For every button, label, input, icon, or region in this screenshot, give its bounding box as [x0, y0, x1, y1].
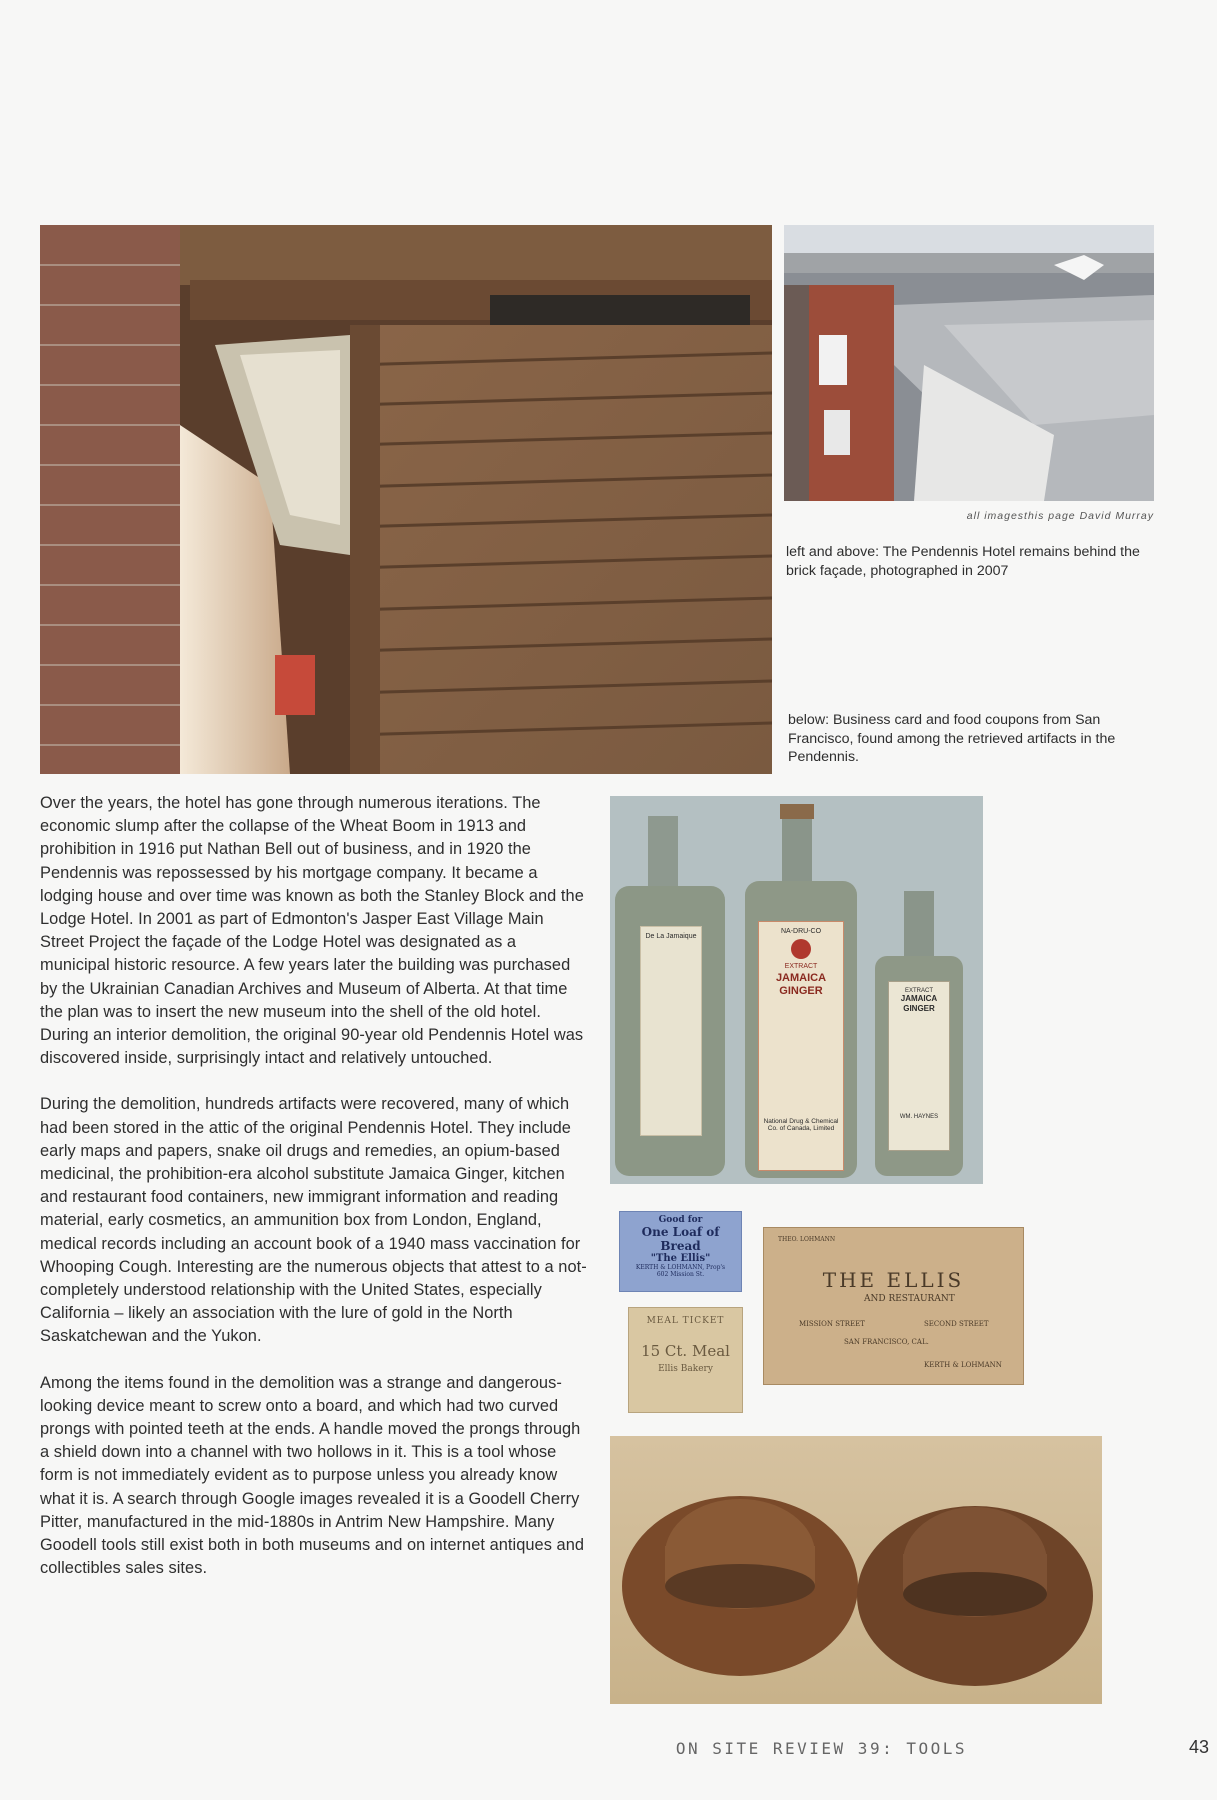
meal-ticket: MEAL TICKET 15 Ct. Meal Ellis Bakery: [628, 1307, 743, 1413]
business-card: THEO. LOHMANN THE ELLIS AND RESTAURANT MISSION STREET SECOND STREET SAN FRANCISCO, CAL. KERTH & LOHMANN: [763, 1227, 1024, 1385]
paragraph-1: Over the years, the hotel has gone through numerous iterations. The economic slump after the collapse of the Wheat Boom in 1913 and prohibition in 1916 put Nathan Bell out of business, and in 1920 the Pendennis was repossessed by his mortgage company. It became a lodging house and over time was known as both the Stanley Block and the Lodge Hotel. In 2001 as part of Edmonton's Jasper East Village Main Street Project the façade of the Lodge Hotel was designated as a municipal historic resource. A few years later the building was purchased by the Ukrainian Canadian Archives and Museum of Alberta. At that time the plan was to insert the new museum into the shell of the old hotel. During an interior demolition, the original 90-year old Pendennis Hotel was discovered inside, surprisingly intact and relatively untouched.: [40, 794, 584, 1068]
artifacts-caption: below: Business card and food coupons from San Francisco, found among the retrieved artifacts in the Pendennis.: [788, 712, 1116, 765]
bottle-2-label: NA-DRU-CO EXTRACT JAMAICA GINGER National Drug & Chemical Co. of Canada, Limited: [758, 921, 844, 1171]
cross-icon: [791, 939, 811, 959]
paragraph-2: During the demolition, hundreds artifacts were recovered, many of which had been stored in the attic of the original Pendennis Hotel. They include early maps and papers, snake oil drugs and remedies, an opium-based medicinal, the prohibition-era alcohol substitute Jamaica Ginger, kitchen and restaurant food containers, new immigrant information and reading material, early cosmetics, an ammunition box from London, England, medical records including an account book of a 1940 mass vaccination for Whooping Cough. Interesting are the numerous objects that attest to a not-completely understood relationship with the United States, especially California – likely an association with the lure of gold in the North Saskatchewan and the Yukon.: [40, 1095, 587, 1346]
page-number: 43: [1188, 1737, 1209, 1757]
bottles-photo: [610, 796, 983, 1184]
magazine-footer: ON SITE REVIEW 39: TOOLS: [675, 1739, 967, 1758]
rooftop-photo: [784, 225, 1154, 501]
hotel-caption: left and above: The Pendennis Hotel remains behind the brick façade, photographed in 2007: [786, 544, 1140, 579]
hotel-interior-photo: [40, 225, 772, 774]
bread-coupon: Good for One Loaf of Bread "The Ellis" KERTH & LOHMANN, Prop's 602 Mission St.: [619, 1211, 742, 1292]
bottle-3-label: EXTRACT JAMAICA GINGER WM. HAYNES: [888, 981, 950, 1151]
paragraph-3: Among the items found in the demolition was a strange and dangerous-looking device meant to screw onto a board, and which had two curved prongs with pointed teeth at the ends. A handle moved the prongs through a shield down into a channel with two hollows in it. This is a tool whose form is not immediately evident as to purpose unless you already know what it is. A search through Google images revealed it is a Goodell Cherry Pitter, manufactured in the mid-1880s in Antrim New Hampshire. Many Goodell tools still exist both in both museums and on internet antiques and collectibles sales sites.: [40, 1373, 585, 1578]
bottle-1-label: De La Jamaique: [640, 926, 702, 1136]
straw-hats-photo: [610, 1436, 1102, 1704]
article-body: [40, 792, 588, 1581]
photo-credit: all imagesthis page David Murray: [966, 510, 1154, 522]
